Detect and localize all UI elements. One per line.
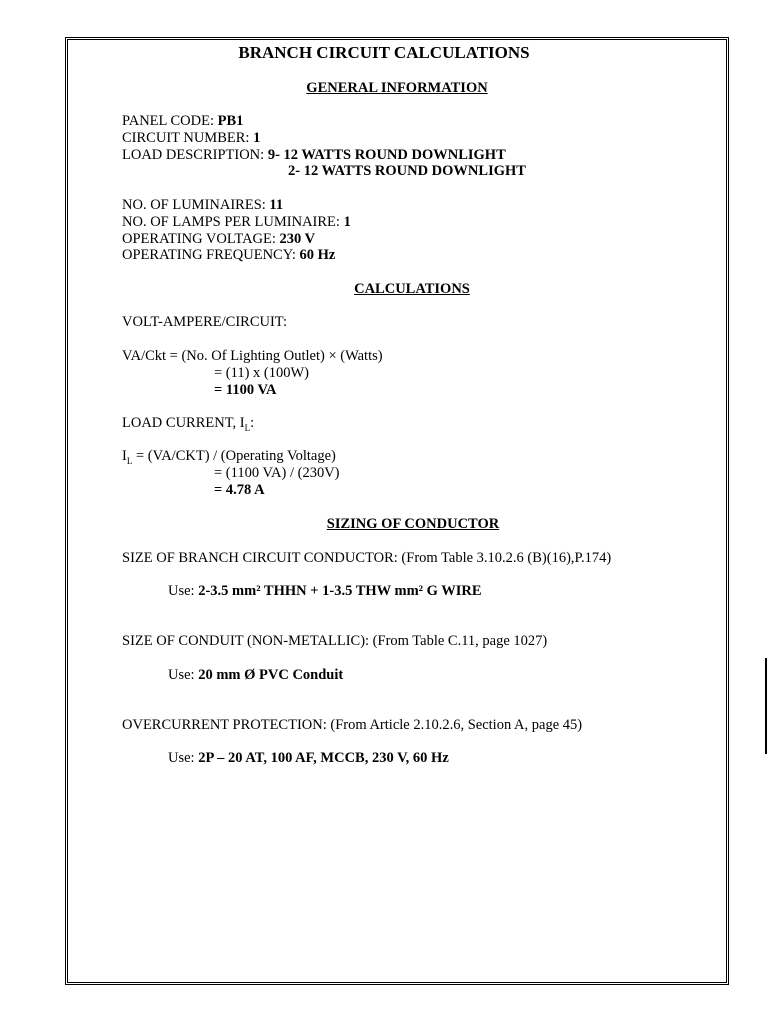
luminaires-line <box>122 197 283 214</box>
va-heading: VOLT-AMPERE/CIRCUIT: <box>122 314 287 330</box>
conduit-reference: SIZE OF CONDUIT (NON-METALLIC): (From Table C.11, page 1027) <box>122 633 548 649</box>
conduit-use-line <box>168 667 343 684</box>
conductor-reference: SIZE OF BRANCH CIRCUIT CONDUCTOR: (From Table 3.10.2.6 (B)(16),P.174) <box>122 550 612 566</box>
load-description-line <box>122 147 506 164</box>
current-step: = (1100 VA) / (230V) <box>214 465 340 481</box>
conductor-use-value: 2-3.5 mm² THHN + 1-3.5 THW mm² G WIRE <box>198 583 482 599</box>
frequency-value: 60 Hz <box>299 247 336 263</box>
conduit-use-value: 20 mm Ø PVC Conduit <box>198 667 344 683</box>
va-result: = 1100 VA <box>214 382 277 398</box>
conduit-use-label: Use: <box>168 667 199 683</box>
luminaires-label: NO. OF LUMINAIRES: <box>122 197 270 213</box>
load-description-value-1: 9- 12 WATTS ROUND DOWNLIGHT <box>267 147 506 163</box>
current-symbol: I <box>122 448 127 464</box>
panel-code-value: PB1 <box>217 113 244 129</box>
voltage-label: OPERATING VOLTAGE: <box>122 231 280 247</box>
calculations-heading: CALCULATIONS <box>354 281 470 297</box>
voltage-value: 230 V <box>279 231 316 247</box>
lamps-label: NO. OF LAMPS PER LUMINAIRE: <box>122 214 344 230</box>
document-title: BRANCH CIRCUIT CALCULATIONS <box>238 43 530 62</box>
frequency-line <box>122 247 335 264</box>
voltage-line <box>122 231 315 248</box>
load-current-label: LOAD CURRENT, I <box>122 415 245 431</box>
va-formula: VA/Ckt = (No. Of Lighting Outlet) × (Watts) <box>122 348 383 364</box>
panel-code-label: PANEL CODE: <box>122 113 218 129</box>
conductor-use-label: Use: <box>168 583 199 599</box>
current-result: = 4.78 A <box>214 482 265 498</box>
circuit-number-label: CIRCUIT NUMBER: <box>122 130 254 146</box>
overcurrent-use-value: 2P – 20 AT, 100 AF, MCCB, 230 V, 60 Hz <box>198 750 449 766</box>
current-symbol-subscript: L <box>126 455 133 466</box>
load-current-heading <box>122 415 254 437</box>
frequency-label: OPERATING FREQUENCY: <box>122 247 300 263</box>
conductor-use-line <box>168 583 482 600</box>
load-current-subscript: L <box>244 422 251 433</box>
current-formula-text: = (VA/CKT) / (Operating Voltage) <box>132 448 336 464</box>
edge-mark <box>765 658 767 754</box>
va-step: = (11) x (100W) <box>214 365 310 381</box>
load-description-value-2: 2- 12 WATTS ROUND DOWNLIGHT <box>288 163 526 179</box>
load-current-colon: : <box>250 415 255 431</box>
lamps-line <box>122 214 351 231</box>
panel-code-line <box>122 113 243 130</box>
general-information-heading: GENERAL INFORMATION <box>306 80 488 96</box>
sizing-heading: SIZING OF CONDUCTOR <box>326 516 500 532</box>
luminaires-value: 11 <box>269 197 284 213</box>
overcurrent-use-label: Use: <box>168 750 199 766</box>
load-description-label: LOAD DESCRIPTION: <box>122 147 268 163</box>
overcurrent-use-line <box>168 750 449 767</box>
overcurrent-reference: OVERCURRENT PROTECTION: (From Article 2.10.2.6, Section A, page 45) <box>122 717 583 733</box>
lamps-value: 1 <box>343 214 351 230</box>
circuit-number-value: 1 <box>253 130 261 146</box>
circuit-number-line <box>122 130 260 147</box>
